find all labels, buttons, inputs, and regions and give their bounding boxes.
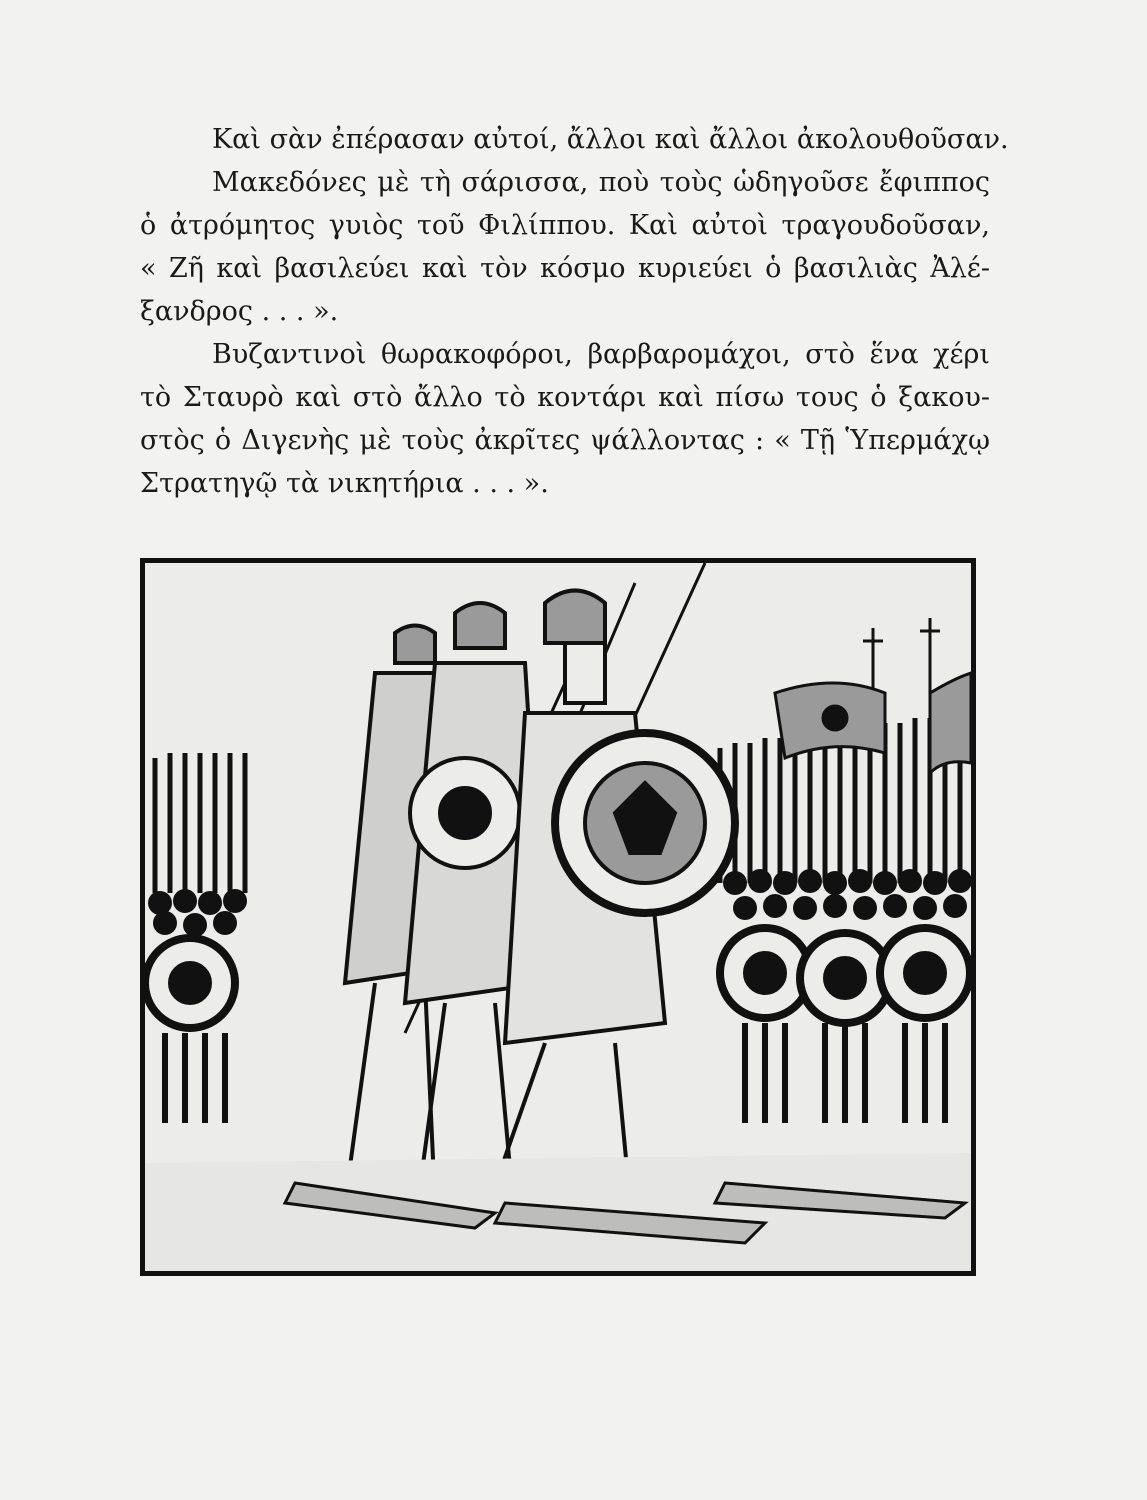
text-line: ξανδρος . . . ». — [140, 296, 339, 327]
paragraph-2 — [140, 333, 990, 505]
paragraph-1 — [140, 118, 1009, 333]
ground — [145, 1153, 971, 1271]
text-line: « Ζῆ καὶ βασιλεύει καὶ τὸν κόσμο κυριεύει ὁ βασιλιὰς Ἀλέ- — [140, 253, 990, 284]
text-line: Στρατηγῷ τὰ νικητήρια . . . ». — [140, 468, 549, 499]
woodcut-illustration — [140, 558, 976, 1276]
body-text — [140, 118, 1009, 505]
text-line: ὁ ἀτρόμητος γυιὸς τοῦ Φιλίππου. Καὶ αὐτοὶ τραγουδοῦσαν, — [140, 210, 990, 241]
text-line: Βυζαντινοὶ θωρακοφόροι, βαρβαρομάχοι, στὸ ἕνα χέρι — [212, 339, 990, 370]
text-line: Καὶ σὰν ἐπέρασαν αὐτοί, ἄλλοι καὶ ἄλλοι ἀκολουθοῦσαν. — [212, 124, 1009, 155]
text-line: τὸ Σταυρὸ καὶ στὸ ἄλλο τὸ κοντάρι καὶ πίσω τους ὁ ξακου- — [140, 382, 990, 413]
soldiers-woodcut-image — [145, 563, 971, 1271]
text-line: στὸς ὁ Διγενὴς μὲ τοὺς ἀκρῖτες ψάλλοντας : « Τῇ Ὑπερμάχῳ — [140, 425, 990, 456]
text-line: Μακεδόνες μὲ τὴ σάρισσα, ποὺ τοὺς ὡδηγοῦσε ἔφιππος — [212, 167, 990, 198]
